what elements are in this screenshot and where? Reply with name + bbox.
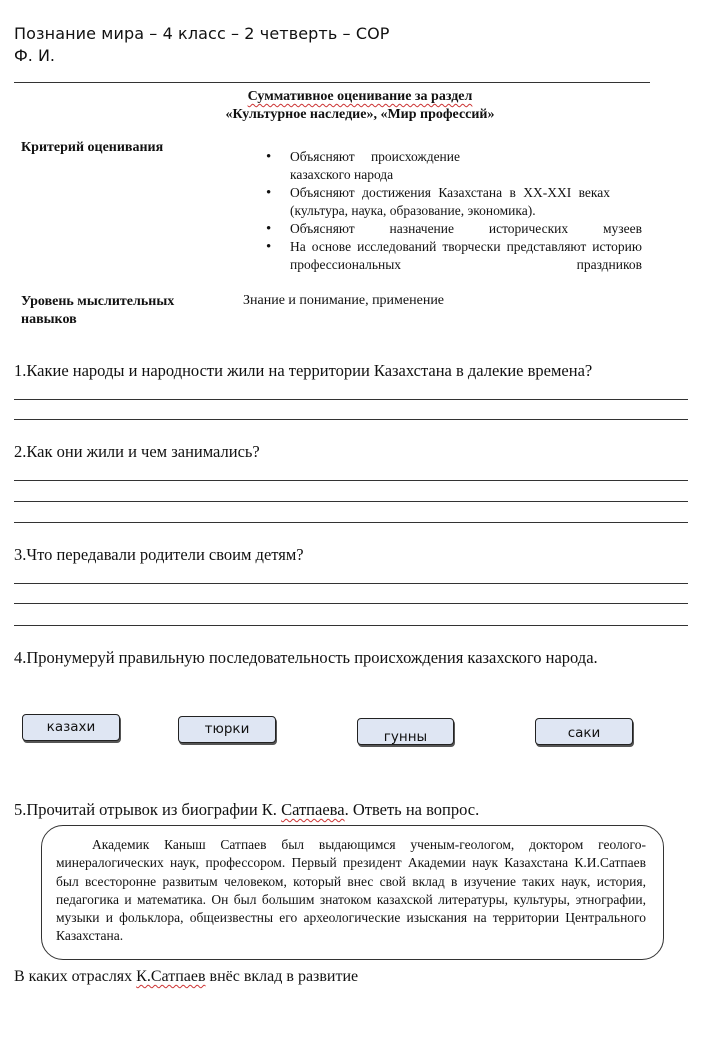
sequence-card-label: тюрки (204, 721, 250, 737)
criteria-list (266, 148, 642, 274)
answer-line[interactable] (14, 603, 688, 604)
criteria-item (266, 238, 642, 274)
name-field-label: Ф. И. (14, 46, 55, 65)
summative-heading-line1: Суммативное оценивание за раздел (247, 89, 473, 104)
sequence-card-label: саки (567, 725, 601, 741)
sequence-card-label: казахи (46, 719, 96, 735)
criteria-item: • Объясняют достижения Казахстана в XX-XXI веках (культура, наука, образование, экономика). (266, 184, 610, 220)
answer-line[interactable] (14, 480, 688, 481)
question-5-name: Сатпаева (281, 800, 345, 819)
criteria-label: Критерий оценивания (21, 140, 164, 155)
summative-heading (0, 88, 720, 124)
biography-text: Академик Каныш Сатпаев был выдающимся ученым-геологом, доктором геолого-минералогических наук, профессором. Первый президент Академии наук Казахстана К.И.Сатпаев был всесторонне развитым человеком, который внес свой вклад в изучение таких наук, история, педагогика и математика. Он был большим знатоком казахской литературы, культуры, этнографии, музыки и фольклора, общеизвестны его археологические изыскания на территории Центрального Казахстана. (56, 837, 646, 944)
question-5-followup (14, 968, 358, 986)
question-5-prefix: 5.Прочитай отрывок из биографии К. (14, 800, 282, 819)
question-4: 4.Пронумеруй правильную последовательность происхождения казахского народа. (14, 648, 598, 667)
sequence-card-huns[interactable] (357, 718, 454, 745)
worksheet-title: Познание мира – 4 класс – 2 четверть – СОР (14, 24, 390, 43)
answer-line[interactable] (14, 522, 688, 523)
sequence-card-kazakhs[interactable] (22, 714, 120, 741)
name-line (14, 82, 650, 83)
question-3: 3.Что передавали родители своим детям? (14, 545, 304, 564)
sequence-card-turks[interactable] (178, 716, 276, 743)
sequence-card-label: гунны (383, 729, 428, 745)
criteria-item-text: На основе исследований творчески представляют историю профессиональных праздников (290, 239, 642, 272)
answer-line[interactable] (14, 419, 688, 420)
question-5-suffix: . Ответь на вопрос. (344, 800, 480, 819)
answer-line[interactable] (14, 399, 688, 400)
answer-line[interactable] (14, 625, 688, 626)
criteria-item: • Объясняют происхождение казахского народа (266, 148, 460, 184)
followup-prefix: В каких отраслях (14, 968, 137, 985)
sequence-card-saks[interactable] (535, 718, 633, 745)
summative-heading-line2: «Культурное наследие», «Мир профессий» (225, 107, 495, 122)
skills-label: Уровень мыслительных навыков (21, 294, 175, 327)
followup-suffix: внёс вклад в развитие (205, 968, 359, 985)
question-5 (14, 800, 479, 820)
followup-name: К.Сатпаев (136, 968, 206, 985)
skills-value: Знание и понимание, применение (243, 293, 445, 308)
question-2: 2.Как они жили и чем занимались? (14, 442, 260, 461)
criteria-item: • Объясняют назначение исторических музеев (266, 220, 642, 238)
answer-line[interactable] (14, 583, 688, 584)
question-1: 1.Какие народы и народности жили на территории Казахстана в далекие времена? (14, 361, 593, 380)
answer-line[interactable] (14, 501, 688, 502)
